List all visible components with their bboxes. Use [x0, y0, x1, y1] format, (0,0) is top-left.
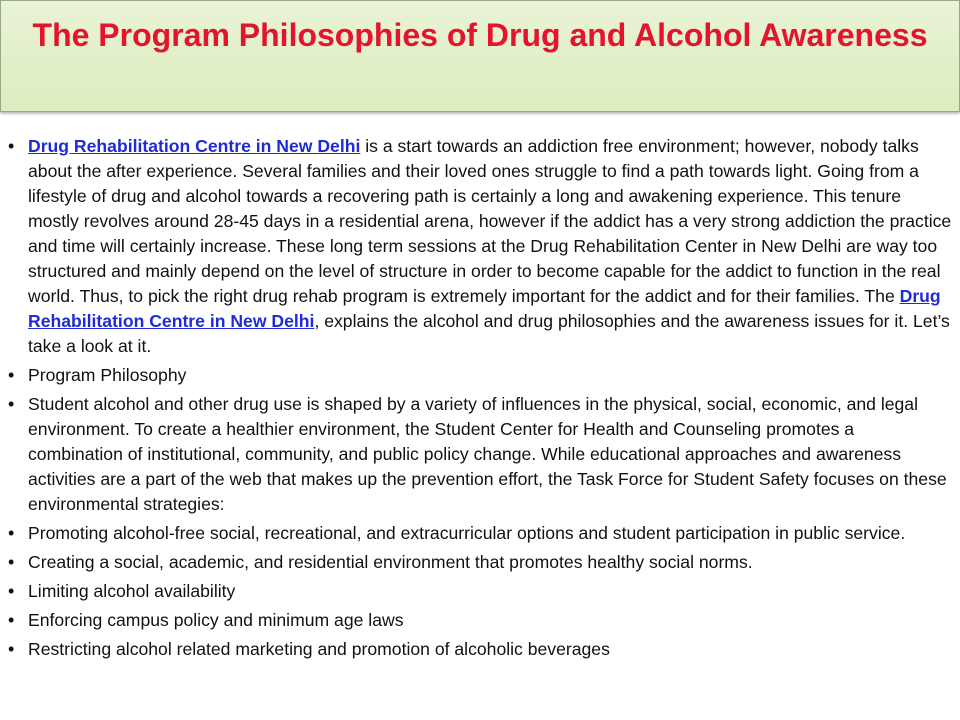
- slide-title: The Program Philosophies of Drug and Alcohol Awareness: [32, 17, 928, 53]
- bullet-item-alcohol-free-options: • Promoting alcohol-free social, recreational, and extracurricular options and student participation in public service.: [8, 521, 952, 546]
- bullet-item-program-philosophy: • Program Philosophy: [8, 363, 952, 388]
- bullet-item-enforce-policy: • Enforcing campus policy and minimum age laws: [8, 608, 952, 633]
- rehab-centre-link-2[interactable]: Drug Rehabilitation Centre in New Delhi: [28, 286, 941, 331]
- bullet-item-student-use: • Student alcohol and other drug use is shaped by a variety of influences in the physical, social, economic, and legal environment. To create a healthier environment, the Student Center for Health and Counseling promotes a combination of institutional, community, and public policy change. While educational approaches and awareness activities are a part of the web that makes up the prevention effort, the Task Force for Student Safety focuses on these environmental strategies:: [8, 392, 952, 517]
- bullet-list: [8, 134, 952, 666]
- bullet-item-social-norms: • Creating a social, academic, and residential environment that promotes healthy social norms.: [8, 550, 952, 575]
- bullet-item-restrict-marketing: • Restricting alcohol related marketing and promotion of alcoholic beverages: [8, 637, 952, 662]
- bullet-item-limit-availability: • Limiting alcohol availability: [8, 579, 952, 604]
- rehab-centre-link-1[interactable]: Drug Rehabilitation Centre in New Delhi: [28, 136, 361, 156]
- intro-text-2: , explains the alcohol and drug philosophies and the awareness issues for it. Let’s take a look at it.: [28, 311, 950, 356]
- intro-text-1: is a start towards an addiction free environment; however, nobody talks about the after experience. Several families and their loved ones struggle to find a path towards light. Going from a lifestyle of drug and alcohol towards a recovering path is certainly a long and awakening experience. This tenure mostly revolves around 28-45 days in a residential arena, however if the addict has a very strong addiction the practice and time will certainly increase. These long term sessions at the Drug Rehabilitation Center in New Delhi are way too structured and mainly depend on the level of structure in order to become capable for the addict to function in the real world. Thus, to pick the right drug rehab program is extremely important for the addict and for their families. The: [28, 136, 952, 306]
- bullet-item-intro: [8, 134, 952, 359]
- title-box: [0, 0, 960, 112]
